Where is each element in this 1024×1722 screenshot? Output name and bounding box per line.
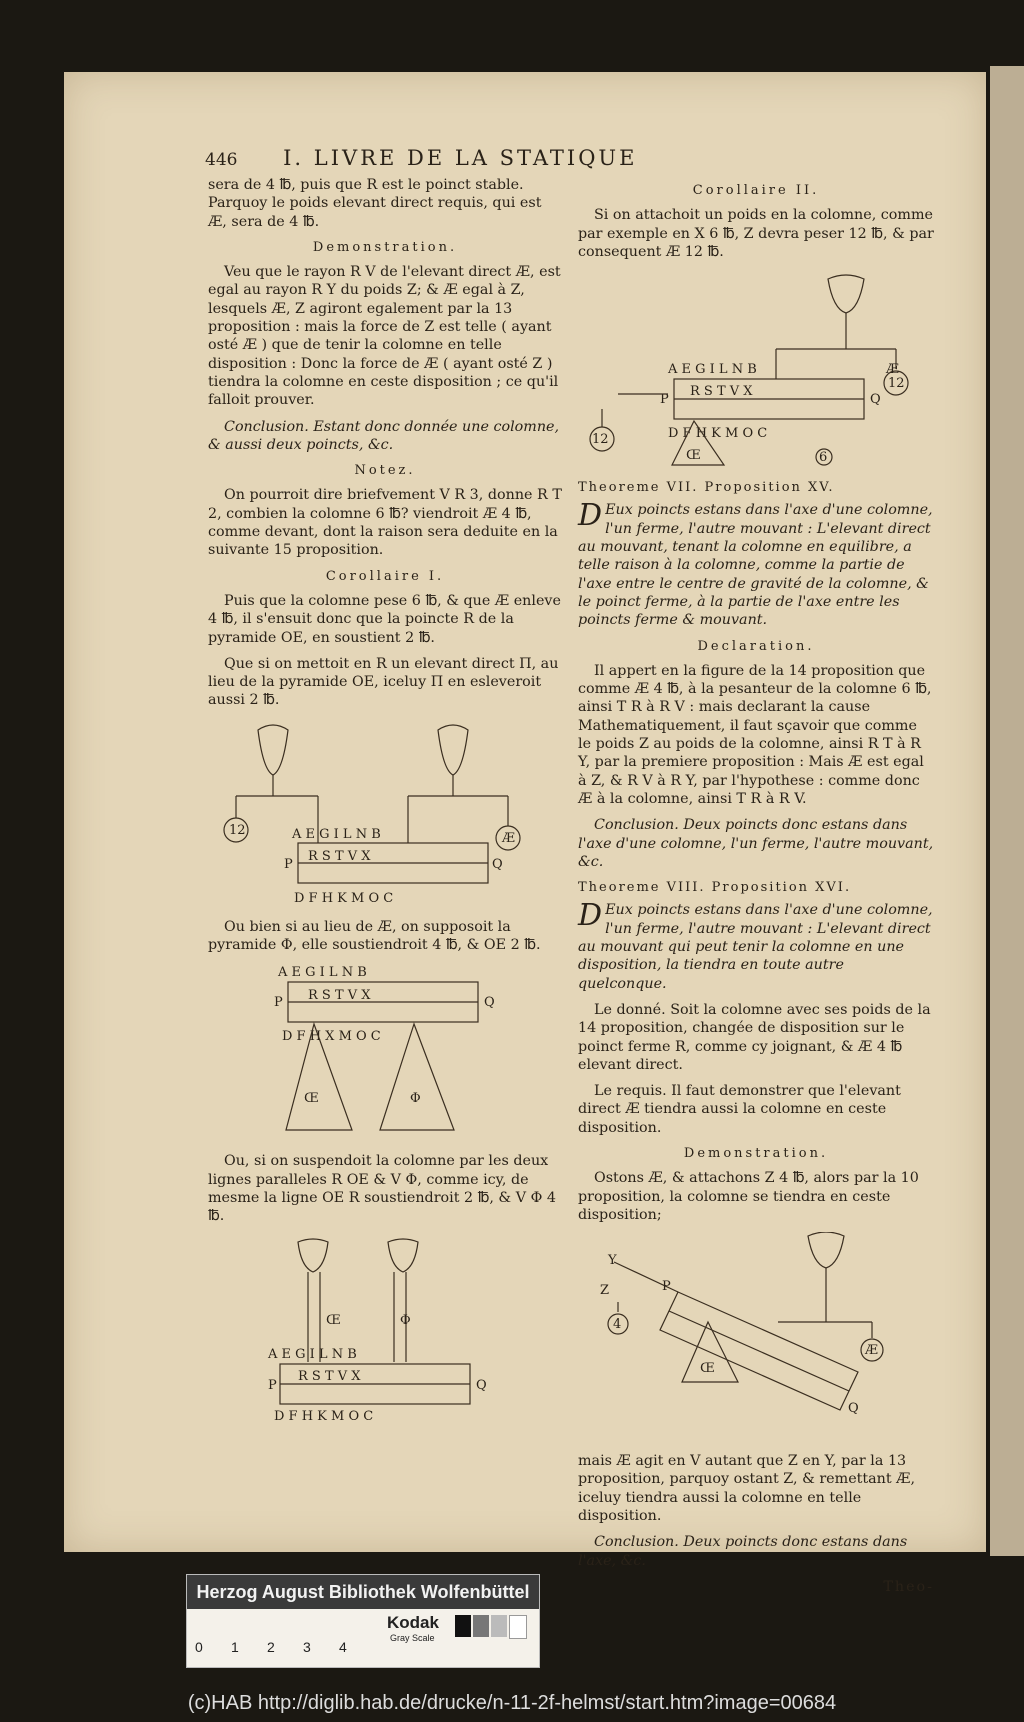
swatch-light bbox=[491, 1615, 507, 1637]
svg-text:D F H X M O C: D F H X M O C bbox=[282, 1029, 381, 1045]
theorem-7-heading: Theoreme VII. Proposition XV. bbox=[578, 480, 835, 496]
svg-text:Æ: Æ bbox=[502, 830, 516, 846]
svg-text:Œ: Œ bbox=[326, 1312, 341, 1328]
right-para-3: Il appert en la figure de la 14 proposition que comme Æ 4 ℔, à la pesanteur de la colomne 6 ℔, ainsi T R à R V : mais declarant la cause Mathematiquement, il faut sçavoir que comme le poids Z au poids de la colomne, ainsi R T à R Y, par la premiere proposition : Mais Æ est egal à Z, & R V à R Y, par l'hypothese : comme donc Æ à la colomne, ainsi T R à R V. bbox=[578, 662, 932, 807]
page-number: 446 bbox=[205, 150, 238, 170]
svg-text:P: P bbox=[660, 392, 669, 408]
label-bot: D F H K M O C bbox=[294, 890, 394, 906]
right-para-1: Si on attachoit un poids en la colomne, comme par exemple en X 6 ℔, Z devra peser 12 ℔, & par consequent Æ 12 ℔. bbox=[578, 207, 934, 260]
hand-left bbox=[258, 725, 288, 775]
right-donne: Le donné. Soit la colomne avec ses poids de la 14 proposition, changée de disposition sur le poinct ferme R, comme cy joignant, & Æ 4 ℔ elevant direct. bbox=[578, 1001, 931, 1073]
svg-text:Z: Z bbox=[600, 1283, 610, 1299]
svg-text:Œ: Œ bbox=[700, 1361, 715, 1377]
svg-text:Φ: Φ bbox=[400, 1312, 411, 1328]
left-para-8: Ou, si on suspendoit la colomne par les deux lignes paralleles R OE & V Φ, comme icy, de mesme la ligne OE R soustiendroit 2 ℔, & V Φ 4 ℔. bbox=[208, 1153, 556, 1225]
swatch-black bbox=[455, 1615, 471, 1637]
ruler-ticks: 0 1 2 3 4 bbox=[195, 1639, 347, 1655]
heading-notez: Notez. bbox=[354, 463, 416, 479]
figure-column-two-hands bbox=[208, 718, 562, 908]
figure-tilted-column bbox=[578, 1232, 934, 1442]
svg-text:A E G I L N B: A E G I L N B bbox=[268, 1346, 357, 1362]
heading-corollaire-2: Corollaire II. bbox=[692, 183, 820, 198]
svg-text:Æ: Æ bbox=[865, 1343, 879, 1359]
theorem-8-text: D Eux poincts estans dans l'axe d'une colomne, l'un ferme, l'autre mouvant : L'elevant direct au mouvant qui peut tenir la colomne en une disposition, la tiendra en toute autre quelconque. bbox=[578, 898, 933, 992]
running-header bbox=[205, 146, 765, 170]
svg-text:P: P bbox=[284, 856, 293, 872]
left-para-7: Ou bien si au lieu de Æ, on supposoit la pyramide Φ, elle soustiendroit 4 ℔, & OE 2 ℔. bbox=[208, 918, 541, 954]
catchword: Theo- bbox=[883, 1578, 934, 1595]
svg-text:4: 4 bbox=[613, 1317, 622, 1333]
svg-text:R S T V X: R S T V X bbox=[308, 988, 371, 1004]
heading-demonstration: Demonstration. bbox=[312, 239, 458, 255]
svg-text:P: P bbox=[268, 1377, 277, 1393]
svg-text:Q: Q bbox=[492, 856, 503, 872]
left-conclusion: Conclusion. Estant donc donnée une colomne, & aussi deux poincts, &c. bbox=[208, 418, 560, 453]
pyramid-phi bbox=[380, 1024, 454, 1130]
svg-text:6: 6 bbox=[819, 450, 828, 466]
right-para-8: Ostons Æ, & attachons Z 4 ℔, alors par la 10 proposition, la colomne se tiendra en ceste disposition; bbox=[578, 1170, 919, 1223]
heading-demonstration-2: Demonstration. bbox=[683, 1145, 829, 1161]
svg-text:Φ: Φ bbox=[410, 1091, 421, 1107]
left-para-4: On pourroit dire briefvement V R 3, donne R T 2, combien la colomne 6 ℔? viendroit Æ 4 ℔, comme devant, dont la raison sera deduite en la suivante 15 proposition. bbox=[208, 487, 562, 559]
drop-cap-d: D bbox=[578, 498, 603, 534]
svg-text:12: 12 bbox=[229, 822, 246, 838]
label-mid: R S T V X bbox=[308, 848, 371, 864]
figure-column-weight-x bbox=[578, 269, 934, 469]
color-calibration-strip bbox=[186, 1574, 540, 1668]
header-title: I. LIVRE DE LA STATIQUE bbox=[283, 146, 638, 170]
right-conclusion-2: Conclusion. Deux poincts donc estans dans l'axe, &c. bbox=[578, 1534, 908, 1569]
adjacent-page-edge bbox=[990, 66, 1024, 1556]
figure-pyramids bbox=[208, 962, 562, 1142]
figure-suspended-column bbox=[208, 1234, 562, 1424]
right-para-9: mais Æ agit en V autant que Z en Y, par la 13 proposition, parquoy ostant Z, & remettant Æ, iceluy tiendra aussi la colomne en telle disposition. bbox=[578, 1453, 916, 1525]
svg-text:D F H K M O C: D F H K M O C bbox=[274, 1408, 374, 1424]
svg-text:Œ: Œ bbox=[686, 448, 701, 464]
svg-text:A E G I L N B: A E G I L N B bbox=[278, 965, 367, 981]
library-label: Herzog August Bibliothek Wolfenbüttel bbox=[187, 1575, 539, 1609]
theorem-7-text: D Eux poincts estans dans l'axe d'une colomne, l'un ferme, l'autre mouvant : L'elevant direct au mouvant, tenant la colomne en equilibre, a telle raison à la colomne, comme la partie de l'axe entre le centre de gravité de la colomne, & le poinct ferme, à la partie de l'axe entre les poincts ferme & mouvant. bbox=[578, 498, 933, 629]
copyright-url: (c)HAB http://diglib.hab.de/drucke/n-11-2f-helmst/start.htm?image=00684 bbox=[187, 1692, 837, 1714]
right-column bbox=[578, 176, 934, 1596]
left-para-1: sera de 4 ℔, puis que R est le poinct stable. Parquoy le poids elevant direct requis, qui est Æ, sera de 4 ℔. bbox=[208, 177, 542, 230]
svg-text:R S T V X: R S T V X bbox=[298, 1368, 361, 1384]
svg-text:Q: Q bbox=[484, 995, 495, 1011]
svg-text:Q: Q bbox=[476, 1377, 487, 1393]
swatch-gray bbox=[473, 1615, 489, 1637]
svg-text:P: P bbox=[274, 995, 283, 1011]
kodak-label: Kodak bbox=[387, 1613, 439, 1632]
swatch-white bbox=[509, 1615, 527, 1639]
left-para-6: Que si on mettoit en R un elevant direct Π, au lieu de la pyramide OE, iceluy Π en esleveroit aussi 2 ℔. bbox=[208, 655, 559, 709]
svg-text:Y: Y bbox=[608, 1253, 617, 1269]
heading-corollaire-1: Corollaire I. bbox=[325, 568, 445, 584]
svg-text:R S T V X: R S T V X bbox=[690, 384, 753, 400]
svg-text:Q: Q bbox=[848, 1401, 859, 1417]
svg-text:P: P bbox=[662, 1279, 671, 1295]
hand-right bbox=[438, 725, 468, 775]
heading-declaration: Declaration. bbox=[697, 638, 815, 654]
left-para-2: Veu que le rayon R V de l'elevant direct Æ, est egal au rayon R Y du poids Z; & Æ egal à Z, lesquels Æ, Z agiront egalement par la 13 proposition : mais la force de Z est telle ( ayant osté Æ ) que de tenir la colomne en telle disposition : Donc la force de Æ ( ayant osté Z ) tiendra la colomne en ceste disposition ; ce qu'il falloit prouver. bbox=[208, 264, 561, 409]
left-column bbox=[208, 176, 562, 1434]
drop-cap-d-2: D bbox=[578, 898, 603, 934]
left-para-5: Puis que la colomne pese 6 ℔, & que Æ enleve 4 ℔, il s'ensuit donc que la poincte R de la pyramide OE, en soustient 2 ℔. bbox=[208, 592, 561, 646]
svg-text:D F H K M O C: D F H K M O C bbox=[668, 426, 768, 442]
svg-text:12: 12 bbox=[888, 376, 905, 392]
right-conclusion-1: Conclusion. Deux poincts donc estans dans l'axe d'une colomne, l'un ferme, l'autre mouvant, &c. bbox=[578, 817, 934, 870]
svg-text:Æ: Æ bbox=[886, 362, 900, 378]
svg-text:A E G I L N B: A E G I L N B bbox=[668, 362, 757, 378]
svg-text:Q: Q bbox=[870, 392, 881, 408]
svg-text:12: 12 bbox=[592, 432, 609, 448]
label-top: A E G I L N B bbox=[292, 826, 381, 842]
right-requis: Le requis. Il faut demonstrer que l'elevant direct Æ tiendra aussi la colomne en ceste disposition. bbox=[578, 1083, 901, 1136]
theorem-8-heading: Theoreme VIII. Proposition XVI. bbox=[578, 880, 852, 896]
svg-text:Œ: Œ bbox=[304, 1091, 319, 1107]
gray-scale-label: Gray Scale bbox=[390, 1633, 435, 1643]
